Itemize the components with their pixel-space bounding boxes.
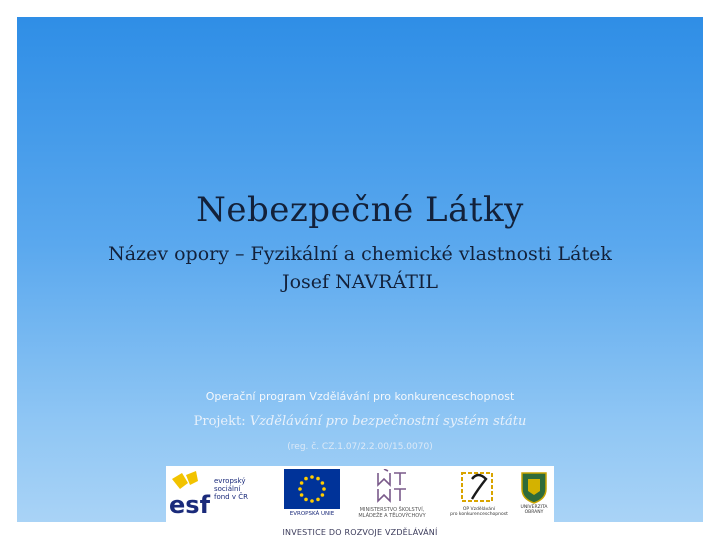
university-label xyxy=(512,505,556,515)
op-vk-label-line: pro konkurenceschopnost xyxy=(450,512,508,517)
slide-title: Nebezpečné Látky xyxy=(196,190,524,230)
msmt-label xyxy=(344,507,440,519)
msmt-emblem-icon xyxy=(344,469,440,505)
msmt-logo xyxy=(344,469,440,519)
subtitle-author: Josef NAVRÁTIL xyxy=(281,271,439,293)
univerzita-obrany-logo xyxy=(516,469,552,519)
esf-caption-line: sociální xyxy=(214,485,241,493)
msmt-label-line: MINISTERSTVO ŠKOLSTVÍ, xyxy=(359,507,425,513)
eu-logo xyxy=(284,469,340,519)
operational-program-text: Operační program Vzdělávání pro konkurenceschopnost xyxy=(205,390,515,403)
esf-caption xyxy=(214,477,248,501)
op-vk-logo xyxy=(448,469,510,519)
esf-caption-line: evropský xyxy=(214,477,246,485)
msmt-label-line: MLÁDEŽE A TĚLOVÝCHOVY xyxy=(358,513,426,519)
project-text xyxy=(0,414,720,429)
university-label-line: OBRANY xyxy=(524,510,544,515)
esf-icon xyxy=(168,469,212,519)
subtitle-topic: Název opory – Fyzikální a chemické vlastnosti Látek xyxy=(108,243,612,265)
op-vk-label xyxy=(448,507,510,517)
esf-logo xyxy=(168,469,280,519)
eu-label: EVROPSKÁ UNIE xyxy=(289,511,335,517)
svg-text:esf: esf xyxy=(169,491,211,519)
project-prefix: Projekt: xyxy=(193,414,250,429)
funding-logo-bar xyxy=(166,466,554,528)
project-name: Vzdělávání pro bezpečnostní systém státu xyxy=(249,414,527,429)
registration-number: (reg. č. CZ.1.07/2.2.00/15.0070) xyxy=(287,442,433,452)
university-label-line: UNIVERZITA xyxy=(520,505,548,510)
op-vk-label-line: OP Vzdělávání xyxy=(462,507,496,512)
investment-slogan: INVESTICE DO ROZVOJE VZDĚLÁVÁNÍ xyxy=(282,528,438,537)
op-vk-icon xyxy=(448,469,510,505)
university-crest-icon xyxy=(516,469,552,505)
slide-subtitle xyxy=(0,240,720,296)
esf-caption-line: fond v ČR xyxy=(214,493,248,501)
eu-flag-icon xyxy=(284,469,340,509)
